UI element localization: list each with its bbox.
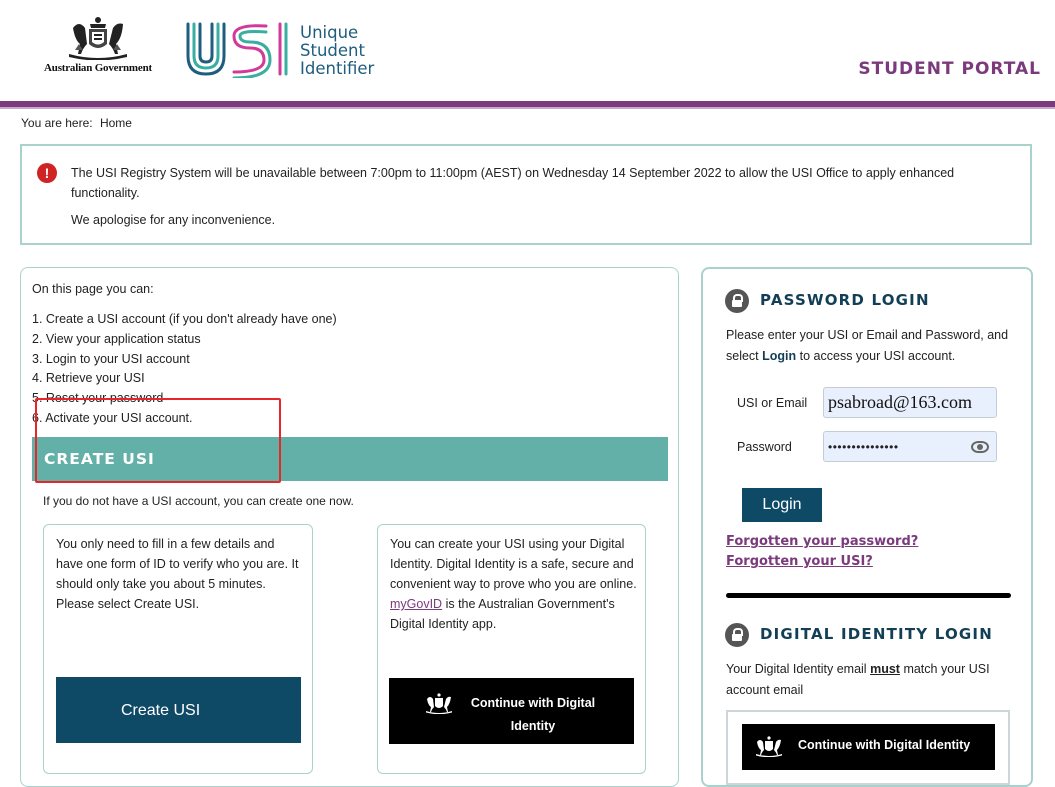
- list-item: 4. Retrieve your USI: [32, 371, 145, 386]
- system-alert: [20, 144, 1032, 245]
- password-label: Password: [737, 440, 792, 454]
- create-usi-heading: CREATE USI: [32, 437, 668, 481]
- breadcrumb-home-link[interactable]: Home: [99, 116, 132, 130]
- digital-card-text-part-2: is the Australian Government's Digital Identity app.: [390, 597, 615, 631]
- digital-desc-must: must: [870, 662, 900, 676]
- create-usi-button[interactable]: Create USI: [56, 677, 301, 743]
- usi-tagline: [300, 24, 374, 78]
- password-desc-bold: Login: [762, 349, 797, 363]
- coat-of-arms-icon: [754, 735, 784, 757]
- alert-message: The USI Registry System will be unavailable between 7:00pm to 11:00pm (AEST) on Wednesday 14 September 2022 to allow the USI Office to apply enhanced functionality.: [71, 166, 955, 200]
- digital-desc-part-2: match your USI account email: [726, 662, 990, 697]
- list-item: 1. Create a USI account (if you don't already have one): [32, 312, 337, 326]
- digital-desc-part-1: Your Digital Identity email: [726, 662, 867, 676]
- password-login-title: [726, 291, 930, 309]
- breadcrumb-prefix: You are here:: [21, 116, 93, 130]
- site-header: [0, 0, 1055, 101]
- coat-of-arms-icon: [424, 692, 454, 714]
- alert-exclamation-icon: !: [37, 163, 57, 183]
- digital-identity-description: [726, 659, 1016, 701]
- tagline-line-2: Student: [300, 41, 365, 60]
- list-item: 6. Activate your USI account.: [32, 410, 193, 425]
- forgotten-password-link[interactable]: Forgotten your password?: [726, 534, 919, 549]
- list-item: 5. Reset your password: [32, 391, 164, 406]
- create-usi-card-text: You only need to fill in a few details and have one form of ID to verify who you are. It should only take you about 5 minutes. Please select Create USI.: [56, 537, 299, 611]
- digital-identity-login-title: [726, 625, 993, 643]
- digital-identity-button-wrapper: [726, 710, 1010, 785]
- create-usi-card: [43, 524, 313, 774]
- continue-digital-identity-button[interactable]: [389, 678, 634, 744]
- list-item: 3. Login to your USI account: [32, 351, 190, 366]
- password-login-description: [726, 325, 1016, 367]
- main-panel: [20, 267, 679, 787]
- portal-title: STUDENT PORTAL: [858, 59, 1041, 79]
- tagline-line-3: Identifier: [300, 59, 375, 78]
- login-button[interactable]: Login: [742, 488, 822, 522]
- alert-apology: We apologise for any inconvenience.: [71, 213, 276, 227]
- continue-digital-identity-login-label: Continue with Digital Identity: [798, 738, 971, 752]
- password-login-title-text: PASSWORD LOGIN: [760, 291, 930, 309]
- usi-email-input[interactable]: [823, 387, 997, 418]
- show-password-eye-icon[interactable]: [971, 441, 989, 453]
- digital-identity-login-title-text: DIGITAL IDENTITY LOGIN: [760, 625, 993, 643]
- continue-digital-identity-label: Continue with Digital Identity: [470, 696, 596, 733]
- create-usi-subtext: If you do not have a USI account, you can create one now.: [43, 494, 354, 508]
- section-divider: [726, 593, 1011, 598]
- australian-government-logo[interactable]: [36, 14, 160, 74]
- login-panel: [701, 267, 1033, 787]
- forgotten-usi-link[interactable]: Forgotten your USI?: [726, 554, 873, 569]
- tagline-line-1: Unique: [300, 23, 359, 42]
- header-divider-bar: [0, 101, 1055, 109]
- password-desc-part-2: to access your USI account.: [799, 349, 956, 363]
- usi-email-label: USI or Email: [737, 396, 808, 410]
- continue-digital-identity-login-button[interactable]: [742, 724, 995, 770]
- mygovid-link[interactable]: myGovID: [390, 597, 443, 611]
- digital-card-text-part-1: You can create your USI using your Digital Identity. Digital Identity is a safe, secure and convenient way to prove who you are online.: [390, 537, 637, 591]
- password-desc-part-1: Please enter your USI or Email and Password, and select: [726, 328, 1009, 363]
- usi-logo-icon[interactable]: [184, 20, 292, 78]
- intro-text: On this page you can:: [32, 282, 154, 296]
- breadcrumb: [21, 116, 132, 130]
- digital-identity-card: [377, 524, 646, 774]
- list-item: 2. View your application status: [32, 331, 201, 346]
- coat-of-arms-icon: [65, 14, 131, 60]
- digital-identity-card-text: [390, 534, 638, 634]
- steps-list: [32, 310, 337, 429]
- government-name: Australian Government: [44, 62, 152, 74]
